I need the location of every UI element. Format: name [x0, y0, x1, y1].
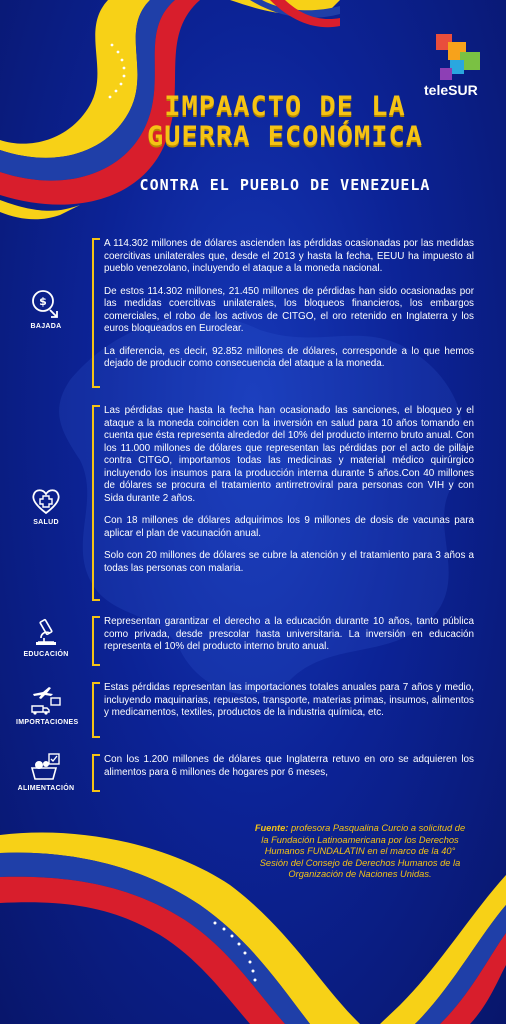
- svg-text:$: $: [39, 295, 47, 308]
- importaciones-paragraph-1: Estas pérdidas representan las importaciones totales anuales para 7 años y medio, incluyendo maquinarias, repuestos, transporte, materias primas, insumos, alimentos y medicamentos, textiles, productos de la industria química, etc.: [104, 682, 474, 718]
- educacion-icon-group: [16, 618, 76, 658]
- importaciones-section: [92, 682, 474, 738]
- microscope-icon: [30, 618, 62, 648]
- alimentacion-section: [92, 754, 474, 792]
- page-title: IMPAACTO DE LA GUERRA ECONÓMICA: [146, 91, 424, 152]
- salud-icon-group: [16, 486, 76, 526]
- telesur-logo-text: teleSUR: [424, 82, 478, 98]
- source-text: profesora Pasqualina Curcio a solicitud de la Fundación Latinoamericana por los Derechos Humanos FUNDALATIN en el marco de la 40° Sesión del Consejo de Derechos Humanos de la Organización de Naciones Unidas.: [259, 823, 466, 879]
- bajada-paragraph-2: De estos 114.302 millones, 21.450 millones de pérdidas han sido ocasionadas por las medidas coercitivas unilaterales, los bloqueos financieros, los embargos comerciales, el robo de los activos de CITGO, el oro retenido en Inglaterra y los euros bloqueados en Euroclear.: [104, 285, 474, 334]
- alimentacion-icon-group: [16, 752, 76, 792]
- bajada-section: [92, 238, 474, 388]
- alimentacion-label: ALIMENTACIÓN: [17, 785, 75, 792]
- salud-section: [92, 405, 474, 601]
- bajada-paragraph-3: La diferencia, es decir, 92.852 millones de dólares, corresponde a lo que hemos dejado de producir como consecuencia del ataque a la moneda.: [104, 345, 474, 369]
- educacion-label: EDUCACIÓN: [23, 651, 69, 658]
- salud-paragraph-1: Las pérdidas que hasta la fecha han ocasionado las sanciones, el bloqueo y el ataque a la moneda coinciden con la inversión en salud para 10 años tomando en cuenta que ésta representa alrededor del 10% del producto interno bruto anual. Con los 11.000 millones de dólares que representan las pérdidas por el acto de pillaje contra CITGO, importamos todas las medicinas y material médico quirúrgico incluyendo los insumos para la producción interna durante 5 años.Con 40 millones de dólares se procura el tratamiento antirretroviral para personas con VIH y con Sida durante 2 años.: [104, 405, 474, 504]
- salud-paragraph-2: Con 18 millones de dólares adquirimos los 9 millones de dosis de vacunas para aplicar el plan de vacunación anual.: [104, 515, 474, 539]
- importaciones-label: IMPORTACIONES: [16, 719, 79, 726]
- educacion-section: [92, 616, 474, 666]
- source-label: Fuente:: [254, 823, 289, 833]
- salud-label: SALUD: [33, 519, 59, 526]
- import-transport-icon: [29, 686, 63, 716]
- salud-paragraph-3: Solo con 20 millones de dólares se cubre la atención y el tratamiento para 3 años a todas las personas con malaria.: [104, 550, 474, 574]
- importaciones-icon-group: [16, 686, 79, 726]
- page-subtitle: CONTRA EL PUEBLO DE VENEZUELA: [139, 176, 431, 194]
- food-basket-icon: [29, 752, 63, 782]
- bajada-paragraph-1: A 114.302 millones de dólares ascienden las pérdidas ocasionadas por las medidas coercitivas unilaterales que, desde el 2013 y hasta la fecha, EEUU ha impuesto al pueblo venezolano, incluyendo el ataque a la moneda nacional.: [104, 238, 474, 274]
- money-down-icon: [30, 288, 62, 320]
- heart-cross-icon: [30, 486, 62, 516]
- source-note: [250, 823, 470, 881]
- bajada-label: BAJADA: [30, 323, 62, 330]
- bajada-icon-group: [16, 288, 76, 330]
- educacion-paragraph-1: Representan garantizar el derecho a la educación durante 10 años, tanto pública como privada, desde prescolar hasta universitaria. La inversión en educación representa el 10% del producto interno bruto anual.: [104, 616, 474, 652]
- alimentacion-paragraph-1: Con los 1.200 millones de dólares que Inglaterra retuvo en oro se adquieren los alimentos para 6 millones de hogares por 6 meses,: [104, 754, 474, 778]
